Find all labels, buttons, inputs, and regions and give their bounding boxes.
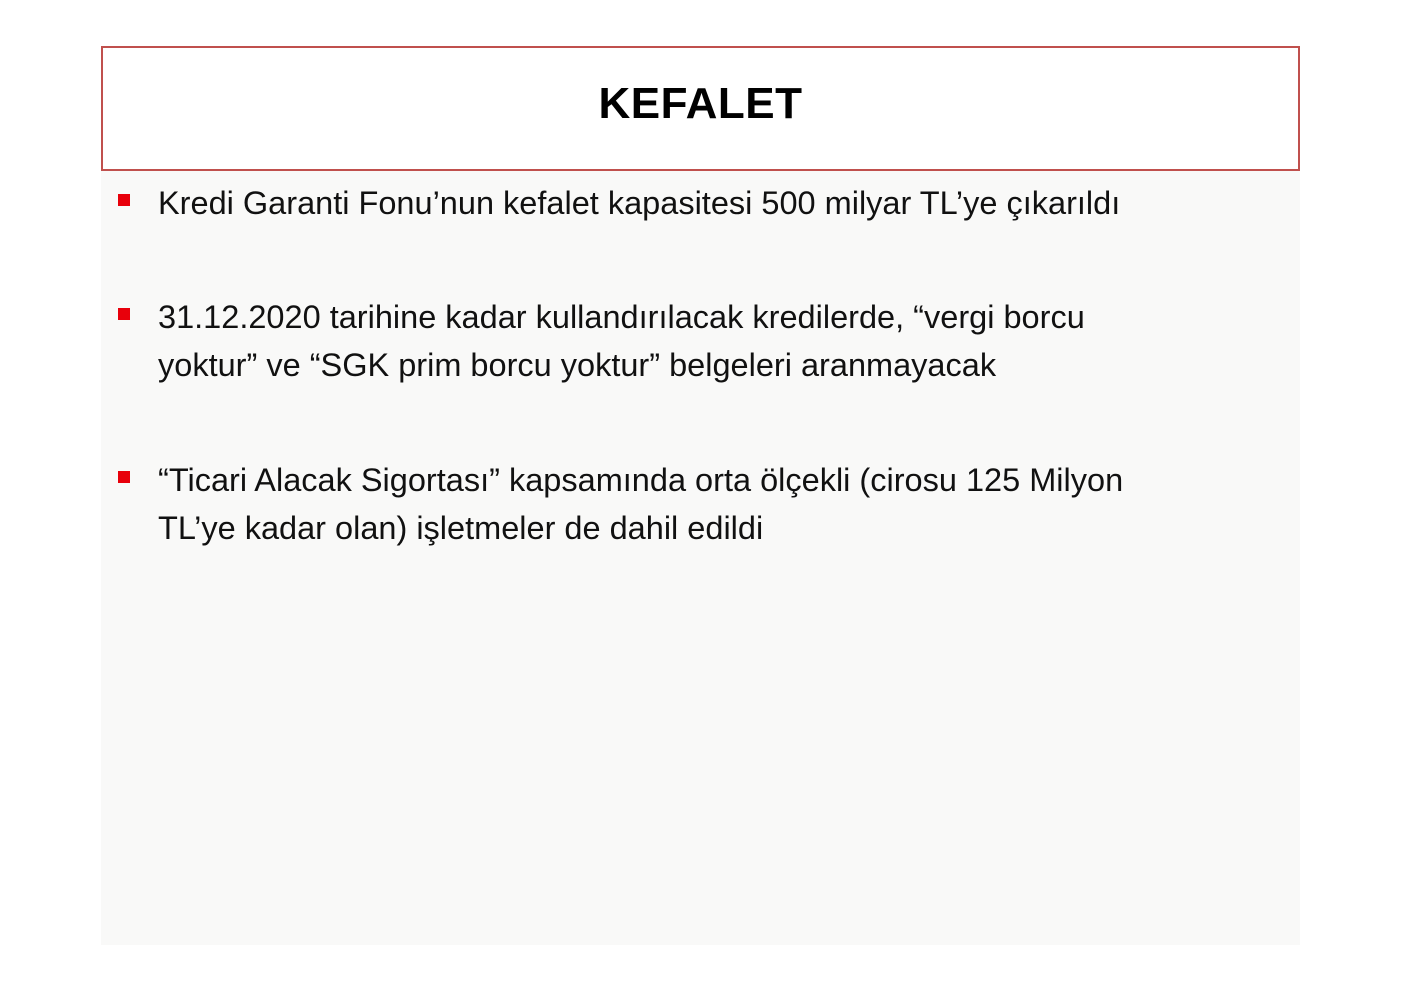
bullet-line: Kredi Garanti Fonu’nun kefalet kapasitesi 500 milyar TL’ye çıkarıldı — [158, 185, 1121, 221]
square-bullet-icon — [118, 194, 130, 206]
bullet-text — [158, 456, 1278, 552]
bullet-line: “Ticari Alacak Sigortası” kapsamında orta ölçekli (cirosu 125 Milyon — [158, 462, 1124, 498]
square-bullet-icon — [118, 471, 130, 483]
bullet-text — [158, 293, 1278, 389]
slide — [101, 46, 1300, 945]
square-bullet-icon — [118, 308, 130, 320]
bullet-line: yoktur” ve “SGK prim borcu yoktur” belgeleri aranmayacak — [158, 347, 997, 383]
bullet-line: TL’ye kadar olan) işletmeler de dahil edildi — [158, 510, 764, 546]
title-box — [101, 46, 1300, 171]
bullet-line: 31.12.2020 tarihine kadar kullandırılacak kredilerde, “vergi borcu — [158, 299, 1085, 335]
bullet-list — [101, 46, 1300, 945]
slide-title: KEFALET — [598, 78, 803, 128]
bullet-text — [158, 179, 1278, 227]
